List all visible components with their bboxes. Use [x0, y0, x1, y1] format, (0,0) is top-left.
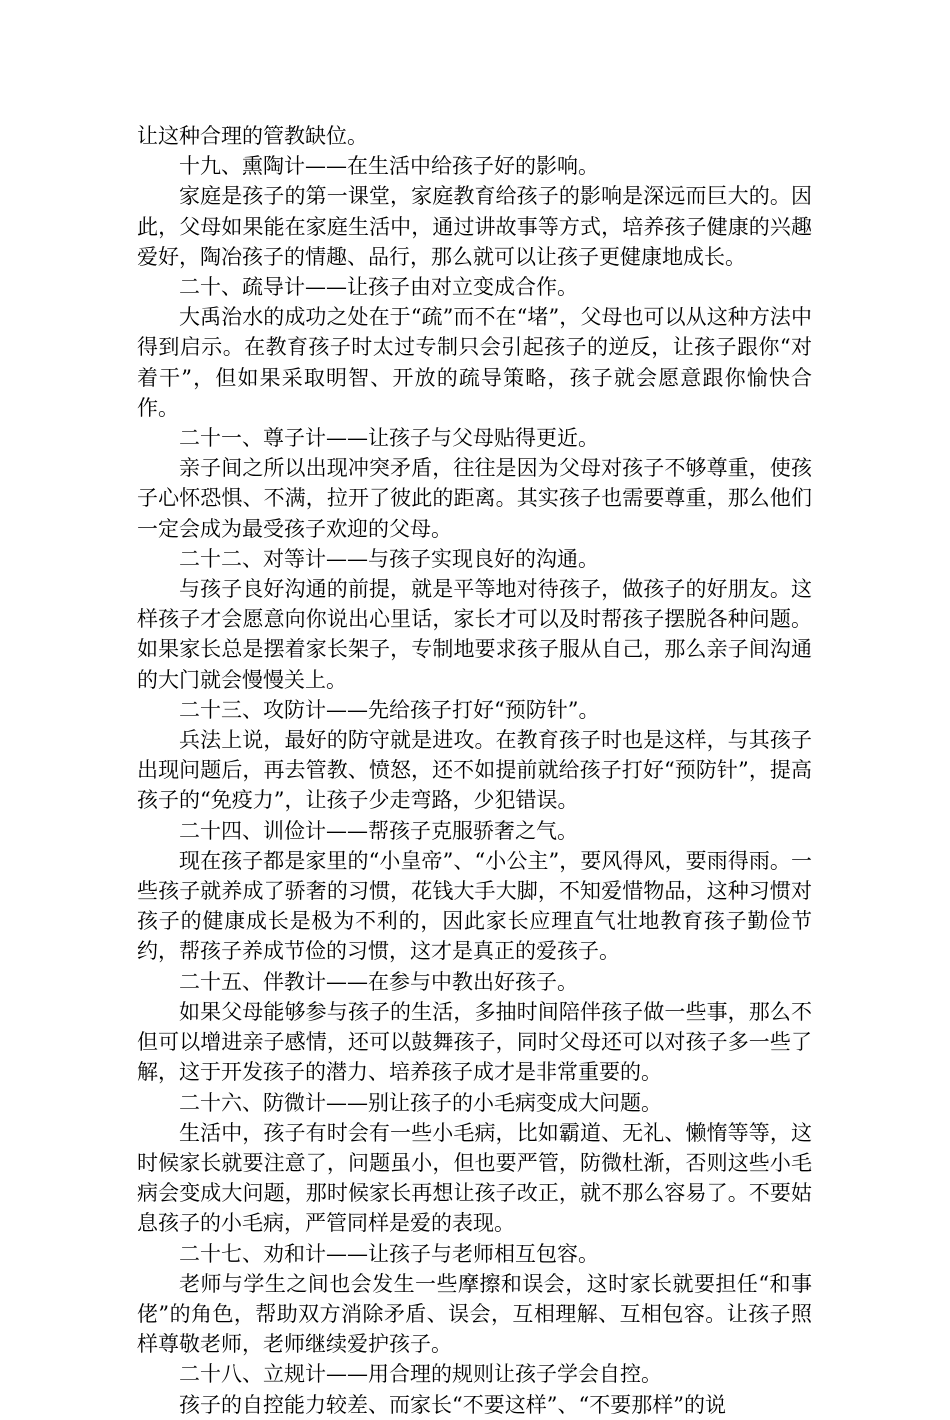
section-body: 生活中，孩子有时会有一些小毛病，比如霸道、无礼、懒惰等等，这时候家长就要注意了，问题虽小，但也要严管，防微杜渐，否则这些小毛病会变成大问题，那时候家长再想让孩子改正，就不那么容易了。不要姑息孩子的小毛病，严管同样是爱的表现。: [137, 1120, 812, 1236]
section-heading: 二十二、对等计——与孩子实现良好的沟通。: [179, 546, 599, 571]
section-heading: 二十八、立规计——用合理的规则让孩子学会自控。: [179, 1362, 662, 1387]
section-body: 如果父母能够参与孩子的生活，多抽时间陪伴孩子做一些事，那么不但可以增进亲子感情，还可以鼓舞孩子，同时父母还可以对孩子多一些了解，这于开发孩子的潜力、培养孩子成才是非常重要的。: [137, 999, 812, 1085]
section-body: 家庭是孩子的第一课堂，家庭教育给孩子的影响是深远而巨大的。因此，父母如果能在家庭生活中，通过讲故事等方式，培养孩子健康的兴趣爱好，陶冶孩子的情趣、品行，那么就可以让孩子更健康地成长。: [137, 184, 812, 269]
section-heading: 二十六、防微计——别让孩子的小毛病变成大问题。: [179, 1090, 662, 1115]
section-body: 现在孩子都是家里的“小皇帝”、“小公主”，要风得风，要雨得雨。一些孩子就养成了骄奢的习惯，花钱大手大脚，不知爱惜物品，这种习惯对孩子的健康成长是极为不利的，因此家长应理直气壮地教育孩子勤俭节约，帮孩子养成节俭的习惯，这才是真正的爱孩子。: [137, 848, 812, 964]
section-body: 与孩子良好沟通的前提，就是平等地对待孩子，做孩子的好朋友。这样孩子才会愿意向你说出心里话，家长才可以及时帮孩子摆脱各种问题。如果家长总是摆着家长架子，专制地要求孩子服从自己，那么亲子间沟通的大门就会慢慢关上。: [137, 577, 812, 692]
document-body: [137, 121, 812, 1420]
section-heading: 十九、熏陶计——在生活中给孩子好的影响。: [179, 154, 599, 179]
section-body: 孩子的自控能力较差、而家长“不要这样”、“不要那样”的说: [179, 1392, 726, 1417]
lead-in-paragraph: 让这种合理的管教缺位。: [137, 124, 368, 148]
section-heading: 二十四、训俭计——帮孩子克服骄奢之气。: [179, 818, 578, 843]
section-heading: 二十、疏导计——让孩子由对立变成合作。: [179, 275, 578, 300]
section-body: 兵法上说，最好的防守就是进攻。在教育孩子时也是这样，与其孩子出现问题后，再去管教、愤怒，还不如提前就给孩子打好“预防针”，提高孩子的“免疫力”，让孩子少走弯路，少犯错误。: [137, 728, 812, 813]
section-heading: 二十五、伴教计——在参与中教出好孩子。: [179, 969, 578, 994]
section-body: 亲子间之所以出现冲突矛盾，往往是因为父母对孩子不够尊重，使孩子心怀恐惧、不满，拉开了彼此的距离。其实孩子也需要尊重，那么他们一定会成为最受孩子欢迎的父母。: [137, 456, 812, 541]
section-heading: 二十七、劝和计——让孩子与老师相互包容。: [179, 1241, 599, 1266]
section-body: 大禹治水的成功之处在于“疏”而不在“堵”，父母也可以从这种方法中得到启示。在教育孩子时太过专制只会引起孩子的逆反，让孩子跟你“对着干”，但如果采取明智、开放的疏导策略，孩子就会愿意跟你愉快合作。: [137, 305, 812, 420]
section-heading: 二十三、攻防计——先给孩子打好“预防针”。: [179, 697, 600, 722]
section-heading: 二十一、尊子计——让孩子与父母贴得更近。: [179, 426, 599, 451]
section-body: 老师与学生之间也会发生一些摩擦和误会，这时家长就要担任“和事佬”的角色，帮助双方消除矛盾、误会，互相理解、互相包容。让孩子照样尊敬老师，老师继续爱护孩子。: [137, 1271, 812, 1357]
